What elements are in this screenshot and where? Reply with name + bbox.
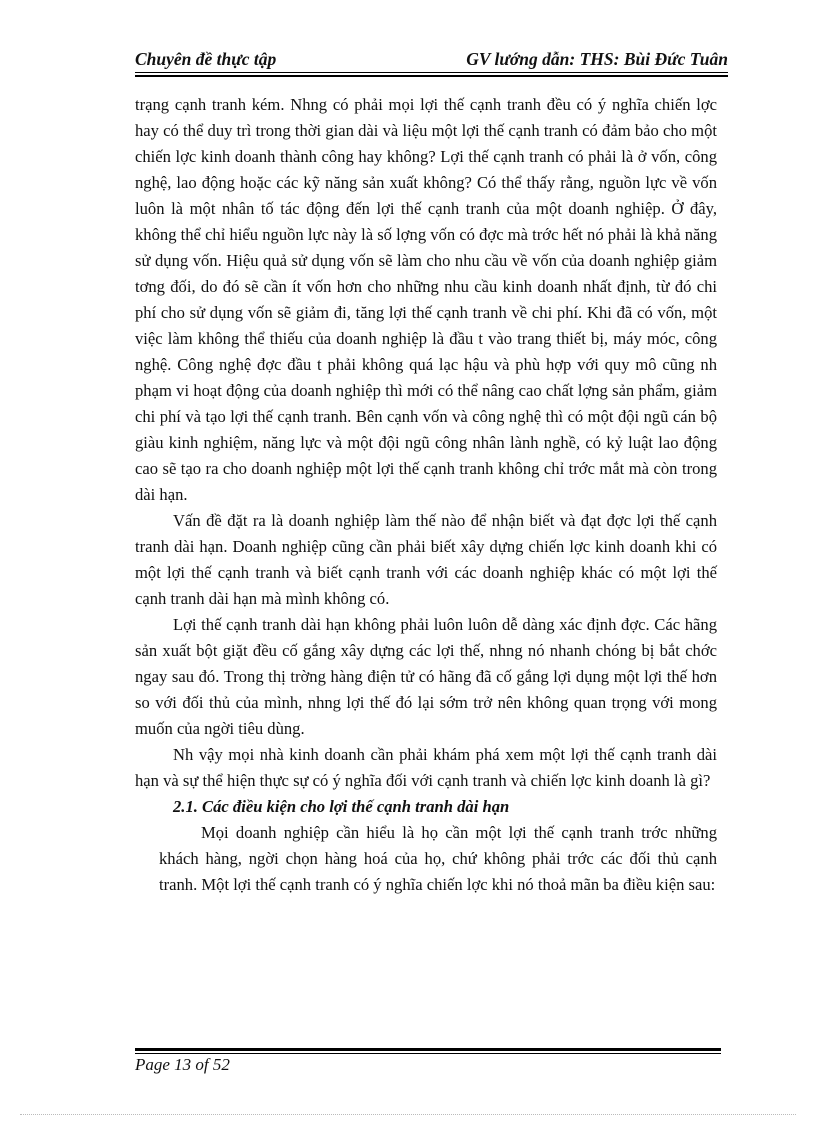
paragraph-5: Mọi doanh nghiệp cần hiểu là họ cần một lợi thế cạnh tranh trớc những khách hàng, ngời chọn hàng hoá của họ, chứ không phải trớc các đối thủ cạnh tranh. Một lợi thế cạnh tranh có ý nghĩa chiến lợc khi nó thoả mãn ba điều kiện sau: [159, 823, 717, 894]
footer-rule [135, 1053, 721, 1054]
header-course-title: Chuyên đề thực tập [135, 49, 277, 69]
paragraph-3: Lợi thế cạnh tranh dài hạn không phải luôn luôn dễ dàng xác định đợc. Các hãng sản xuất bột giặt đều cố gắng xây dựng các lợi thế, nhng nó nhanh chóng bị bắt chớc ngay sau đó. Trong thị trờng hàng điện tử có hãng đã cố gắng lợi dụng một lợi thế hơn so với đối thủ của mình, nhng lợi thế đó lại sớm trở nên không quan trọng với mong muốn của ngời tiêu dùng. [135, 615, 717, 738]
paragraph-4: Nh vậy mọi nhà kinh doanh cần phải khám phá xem một lợi thế cạnh tranh dài hạn và sự thể hiện thực sự có ý nghĩa đối với cạnh tranh và chiến lợc kinh doanh là gì? [135, 745, 717, 790]
document-body [135, 92, 717, 898]
page-bottom-border [20, 1114, 796, 1115]
header-rule-thick [135, 75, 728, 77]
header-advisor: GV lướng dẫn: THS: Bùi Đức Tuân [466, 49, 728, 69]
paragraph-2: Vấn đề đặt ra là doanh nghiệp làm thế nào để nhận biết và đạt đợc lợi thế cạnh tranh dài hạn. Doanh nghiệp cũng cần phải biết xây dựng chiến lợc kinh doanh khi có một lợi thế cạnh tranh và biết cạnh tranh với các doanh nghiệp khác có một lợi thế cạnh tranh dài hạn mà mình không có. [135, 511, 717, 608]
section-heading: 2.1. Các điều kiện cho lợi thế cạnh tranh dài hạn [173, 797, 510, 816]
page-header [135, 46, 728, 74]
footer-rule-thick [135, 1048, 721, 1051]
header-rule [135, 72, 728, 73]
paragraph-1: trạng cạnh tranh kém. Nhng có phải mọi lợi thế cạnh tranh đều có ý nghĩa chiến lợc hay có thể duy trì trong thời gian dài và liệu một lợi thế cạnh tranh có đảm bảo cho một chiến lợc kinh doanh thành công hay không? Lợi thế cạnh tranh có phải là ở vốn, công nghệ, lao động hoặc các kỹ năng sản xuất không? Có thể thấy rằng, nguồn lực về vốn luôn là một nhân tố tác động đến lợi thế cạnh tranh của một doanh nghiệp. Ở đây, không thể chỉ hiểu nguồn lực này là số lợng vốn có đợc mà trớc hết nó phải là khả năng sử dụng vốn. Hiệu quả sử dụng vốn sẽ làm cho nhu cầu về vốn của doanh nghiệp giảm tơng đối, do đó sẽ cần ít vốn hơn cho những nhu cầu kinh doanh nhất định, từ đó chi phí cho sử dụng vốn sẽ giảm đi, tăng lợi thế cạnh tranh về chi phí. Khi đã có vốn, một việc làm không thể thiếu của doanh nghiệp là đầu t vào trang thiết bị, máy móc, công nghệ. Công nghệ đợc đầu t phải không quá lạc hậu và phù hợp với quy mô cũng nh phạm vi hoạt động của doanh nghiệp thì mới có thể nâng cao chất lợng sản phẩm, giảm chi phí và tạo lợi thế cạnh tranh. Bên cạnh vốn và công nghệ thì có một đội ngũ cán bộ giàu kinh nghiệm, năng lực và một đội ngũ công nhân lành nghề, có kỷ luật lao động cao sẽ tạo ra cho doanh nghiệp một lợi thế cạnh tranh không chỉ trớc mắt mà còn trong dài hạn. [135, 95, 717, 504]
page-number: Page 13 of 52 [135, 1055, 230, 1074]
